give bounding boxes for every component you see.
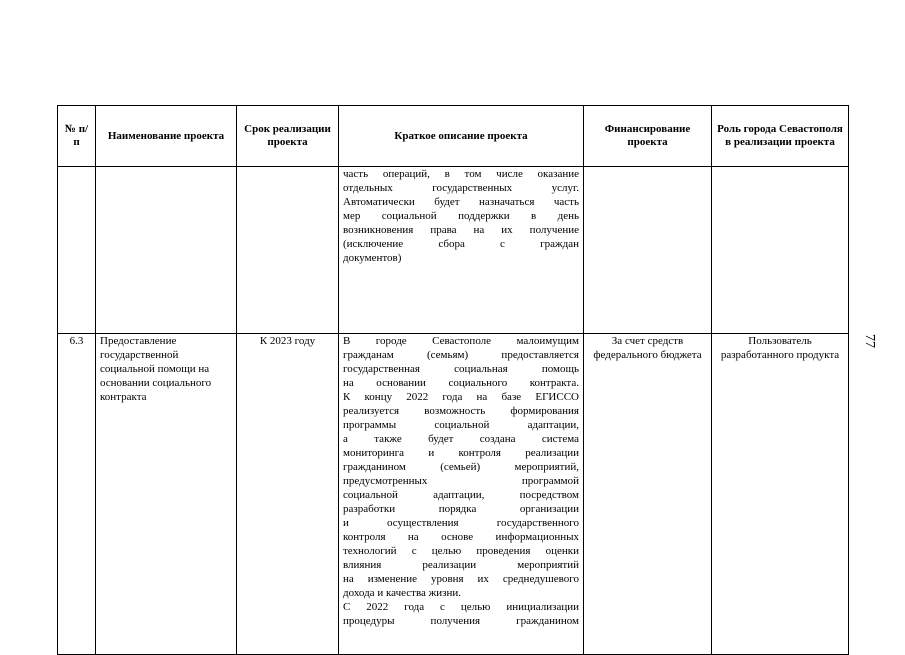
description-line: предусмотренных программой xyxy=(343,475,579,487)
description-line: программы социальной адаптации, xyxy=(343,419,579,431)
description-line: (исключение сбора с граждан xyxy=(343,238,579,250)
row-desc-cell xyxy=(339,334,584,655)
description-line: разработки порядка организации xyxy=(343,503,579,515)
description-line: процедуры получения гражданином xyxy=(343,615,579,627)
description-line: влияния реализации мероприятий xyxy=(343,559,579,571)
cont-term-cell xyxy=(237,167,339,334)
description-line: дохода и качества жизни. xyxy=(343,587,461,599)
description-line: технологий с целью проведения оценки xyxy=(343,545,579,557)
page-number: 77 xyxy=(862,334,877,348)
header-row xyxy=(58,106,849,167)
row-term-cell: К 2023 году xyxy=(237,334,339,655)
description-line: и осуществления государственного xyxy=(343,517,579,529)
header-num: № п/п xyxy=(58,106,96,167)
header-desc: Краткое описание проекта xyxy=(339,106,584,167)
description-line: часть операций, в том числе оказание xyxy=(343,168,579,180)
description-line: государственная социальная помощь xyxy=(343,363,579,375)
description-line: К концу 2022 года на базе ЕГИССО xyxy=(343,391,579,403)
cont-name-cell xyxy=(96,167,237,334)
header-name: Наименование проекта xyxy=(96,106,237,167)
description-line: В городе Севастополе малоимущим xyxy=(343,335,579,347)
projects-table xyxy=(57,105,849,655)
description-line: на изменение уровня их среднедушевого xyxy=(343,573,579,585)
cont-desc-cell xyxy=(339,167,584,334)
description-line: отдельных государственных услуг. xyxy=(343,182,579,194)
header-term: Срок реализации проекта xyxy=(237,106,339,167)
row-num-cell: 6.3 xyxy=(58,334,96,655)
description-line: социальной адаптации, посредством xyxy=(343,489,579,501)
description-line: мер социальной поддержки в день xyxy=(343,210,579,222)
description-line: мониторинга и контроля реализации xyxy=(343,447,579,459)
row-role-cell: Пользователь разработанного продукта xyxy=(712,334,849,655)
header-role: Роль города Севастополя в реализации проекта xyxy=(712,106,849,167)
description-line: на основании социального контракта. xyxy=(343,377,579,389)
description-line: Автоматически будет назначаться часть xyxy=(343,196,579,208)
description-line: реализуется возможность формирования xyxy=(343,405,579,417)
description-line: гражданам (семьям) предоставляется xyxy=(343,349,579,361)
description-line: а также будет создана система xyxy=(343,433,579,445)
description-line: гражданином (семьей) мероприятий, xyxy=(343,461,579,473)
description-line: документов) xyxy=(343,252,402,264)
row-name-cell: Предоставление государственной социальной помощи на основании социального контракта xyxy=(96,334,237,655)
row-funding-cell: За счет средств федерального бюджета xyxy=(584,334,712,655)
description-line: С 2022 года с целью инициализации xyxy=(343,601,579,613)
description-line: контроля на основе информационных xyxy=(343,531,579,543)
cont-num-cell xyxy=(58,167,96,334)
continuation-row xyxy=(58,167,849,334)
table-row-6-3 xyxy=(58,334,849,655)
header-funding: Финансирование проекта xyxy=(584,106,712,167)
cont-funding-cell xyxy=(584,167,712,334)
description-line: возникновения права на их получение xyxy=(343,224,579,236)
cont-role-cell xyxy=(712,167,849,334)
